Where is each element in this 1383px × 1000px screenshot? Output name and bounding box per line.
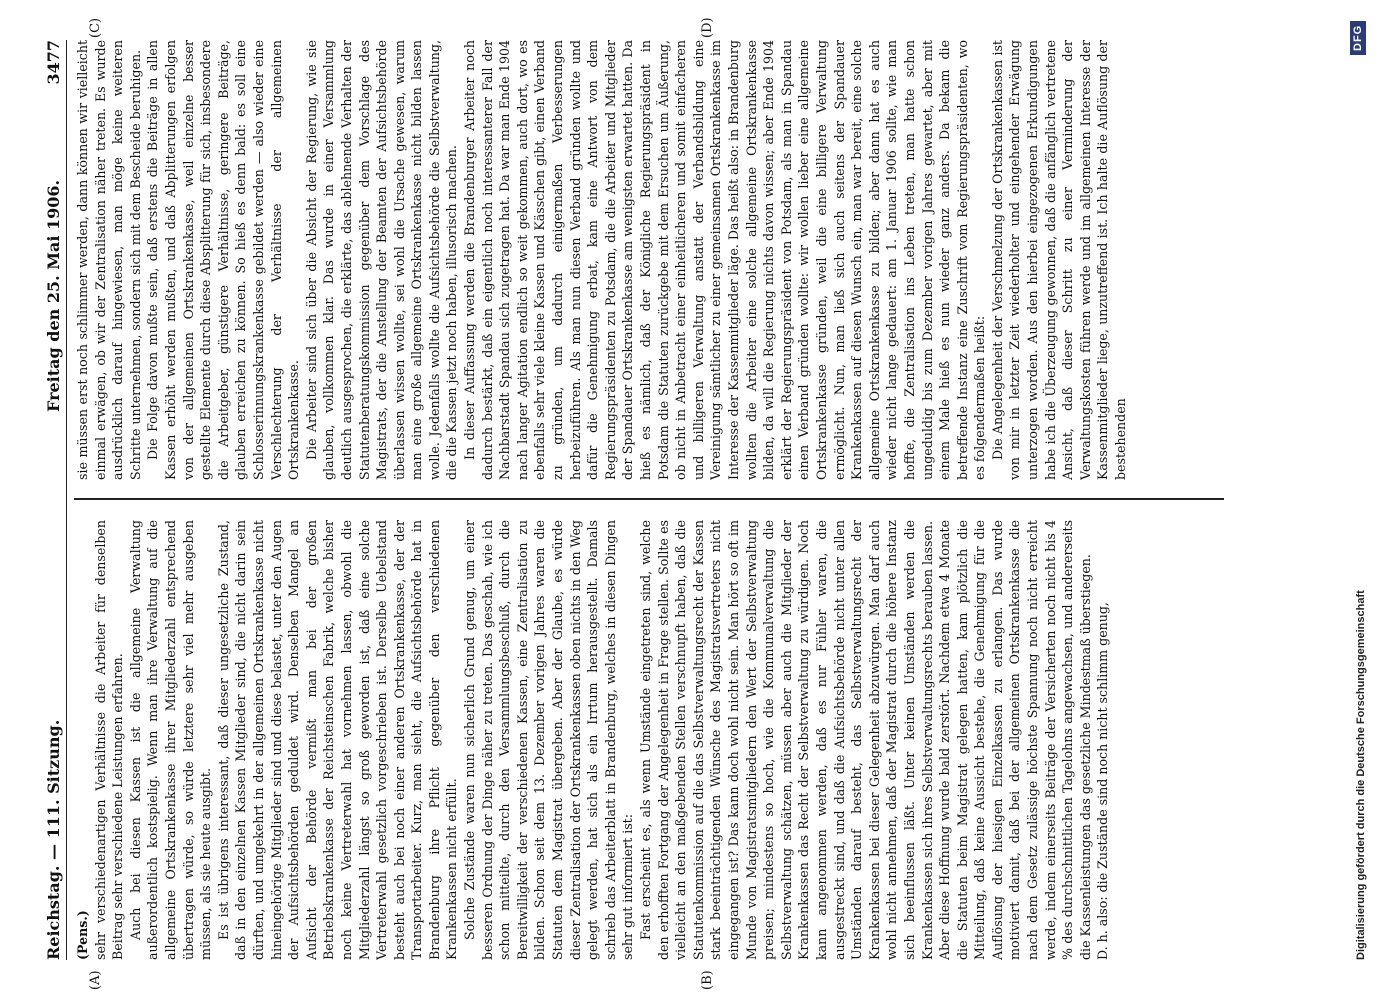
margin-marker-a: (A)	[88, 970, 103, 990]
paragraph: In dieser Auffassung werden die Brandenburger Arbeiter noch dadurch bestärkt, daß ein eigentlich noch interessanterer Fall der Nachbarstadt Spandau sich zugetragen hat. Da war man Ende 1904 nach langer Agitation endlich so weit gekommen, auch dort, wo es ebenfalls sehr viele kleine Kassen und Kässchen gibt, einen Verband zu gründen, um dadurch einigermaßen Verbesserungen herbeizuführen. Als man nun diesen Verband gründen wollte und dafür die Genehmigung erbat, kam eine Antwort von dem Regierungspräsidenten zu Potsdam, die die Arbeiter und Mitglieder der Spandauer Ortskrankenkasse am wenigsten erwartet hatten. Da hieß es nämlich, daß der Königliche Regierungspräsident in Potsdam die Statuten zurückgebe mit dem Ersuchen um Äußerung, ob nicht in Anbetracht einer einheitlicheren und somit einfacheren und billigeren Verwaltung anstatt der Verbandsbildung eine Vereinigung sämtlicher zu einer gemeinsamen Ortskrankenkasse im Interesse der Kassenmitglieder läge. Das heißt also: in Brandenburg wollten die Arbeiter eine solche allgemeine Ortskrankenkasse bilden, da will die Regierung nichts davon wissen; aber Ende 1904 erklärt der Regierungspräsident von Potsdam, als man in Spandau einen Verband gründen wollte: wir wollen lieber eine allgemeine Ortskrankenkasse gründen, weil die eine billigere Verwaltung ermöglicht. Nun, man ließ sich auch seitens der Spandauer Krankenkassen auf diesen Wunsch ein, man war bereit, eine solche allgemeine Ortskrankenkasse zu bilden; aber dann hat es auch wieder nicht lange gedauert: am 1. Januar 1906 sollte, wie man hoffte, die Zentralisation ins Leben treten, man hatte schon ungeduldig bis zum Dezember vorigen Jahres gewartet, aber mit einem Male hieß es nun wieder ganz anders. Da bekam die betreffende Instanz eine Zuschrift vom Regierungspräsidenten, wo es folgendermaßen heißt:	[462, 40, 988, 480]
paragraph: sehr verschiedenartigen Verhältnisse die Arbeiter für denselben Beitrag sehr verschiedene Leistungen erfahren.	[92, 520, 126, 960]
paragraph: Aber diese Hoffnung wurde bald zerstört. Nachdem etwa 4 Monate die Statuten beim Magistrat gelegen hatten, kam plötzlich die Mitteilung, daß keine Aussicht bestehe, die Genehmigung für die Auflösung der hiesigen Einzelkassen zu erlangen. Das wurde motiviert damit, daß bei der allgemeinen Ortskrankenkasse die nach dem Gesetz zulässige höchste Spannung noch nicht erreicht werde, indem einerseits Beiträge der Versicherten noch nicht bis 4 % des durchschnittlichen Tagelohns angewachsen, und andererseits die Kassenleistungen das gesetzliche Mindestmaß überstiegen.	[937, 520, 1093, 960]
quoted-paragraph: Fast erscheint es, als wenn Umstände eingetreten sind, welche den erhofften Fortgang der Angelegenheit in Frage stellen. Sollte es vielleicht an den maßgebenden Stellen verschnupft haben, daß die Statutenkommission auf die das Selbstverwaltungsrecht der Kassen stark beeinträchtigenden Wünsche des Magistratsvertreters nicht eingegangen ist? Das kann doch wohl nicht sein. Man hört so oft im Munde von Magistratsmitgliedern den Wert der Selbstverwaltung preisen; mindestens so hoch, wie die Kommunalverwaltung die Selbstverwaltung schätzen, müssen aber auch die Mitglieder der Krankenkassen das Recht der Selbstverwaltung zu würdigen. Noch kann angenommen werden, daß es nur Fühler waren, die ausgestreckt sind, und daß die Aufsichtsbehörde nicht unter allen Umständen darauf besteht, das Selbstverwaltungsrecht der Krankenkassen bei dieser Gelegenheit abzuwürgen. Man darf auch wohl nicht annehmen, daß der Magistrat durch die höhere Instanz sich beeinflussen läßt. Unter keinen Umständen werden die Krankenkassen sich ihres Selbstverwaltungsrechts berauben lassen.	[638, 520, 935, 960]
margin-marker-c: (C)	[88, 17, 103, 38]
header-page-number: 3477	[44, 40, 63, 85]
header-date: Freitag den 25. Mai 1906.	[44, 179, 63, 412]
paragraph: Es ist übrigens interessant, daß dieser ungesetzliche Zustand, daß in den einzelnen Kassen Mitglieder sind, die nicht darin sein dürften, und umgekehrt in der allgemeinen Ortskrankenkasse nicht hineingehörige Mitglieder sind und diese belastet, unter den Augen der Aufsichtsbehörden geduldet wird. Denselben Mangel an Aufsicht der Behörde vermißt man bei der großen Betriebskrankenkasse der Reichsteinschen Fabrik, welche bisher noch keine Vertreterwahl hat vornehmen lassen, obwohl die Mitgliederzahl längst so groß geworden ist, daß eine solche Vertreterwahl gesetzlich vorgeschrieben ist. Derselbe Uebelstand besteht auch bei noch einer anderen Ortskrankenkasse, der der Transportarbeiter. Kurz, man sieht, die Aufsichtsbehörde hat in Brandenburg ihre Pflicht gegenüber den verschiedenen Krankenkassen nicht erfüllt.	[215, 520, 460, 960]
document-page	[36, 40, 1306, 960]
dfg-logo: DFG	[1350, 21, 1366, 55]
paragraph: sie müssen erst noch schlimmer werden, dann können wir vielleicht einmal erwägen, ob wir der Zentralisation näher treten. Es wurde ausdrücklich darauf hingewiesen, man möge keine weiteren Schritte unternehmen, sondern sich mit dem Bescheide beruhigen.	[75, 40, 143, 480]
margin-marker-b: (B)	[700, 970, 715, 990]
paragraph: Auch bei diesen Kassen ist die allgemeine Verwaltung außerordentlich kostspielig. Wenn man ihre Verwaltung auf die allgemeine Ortskrankenkasse ihrer Mitgliederzahl entsprechend übertragen würde, so würde letztere sehr viel mehr ausgeben müssen, als sie heute ausgibt.	[127, 520, 214, 960]
paragraph: Die Arbeiter sind sich über die Absicht der Regierung, wie sie glauben, vollkommen klar. Das wurde in einer Versammlung deutlich ausgesprochen, die erklärte, das ablehnende Verhalten der Statutenberatungskommission gegenüber dem Vorschlage des Magistrats, der die Anstellung der Beamten der Aufsichtsbehörde überlassen wissen wollte, sei wohl die Ursache gewesen, warum man eine große allgemeine Ortskrankenkasse nicht bilden lassen wolle. Jedenfalls wollte die Aufsichtsbehörde die Selbstverwaltung, die die Kassen jetzt noch haben, illusorisch machen.	[303, 40, 460, 480]
column-divider	[74, 499, 1224, 501]
paragraph: D. h. also: die Zustände sind noch nicht schlimm genug,	[1095, 602, 1111, 960]
paragraph: Solche Zustände waren nun sicherlich Grund genug, um einer besseren Ordnung der Dinge näher zu treten. Das geschah, wie ich schon mitteilte, durch den Versammlungsbeschluß, durch die Bereitwilligkeit der verschiedenen Kassen, eine Zentralisation zu bilden. Schon seit dem 13. Dezember vorigen Jahres waren die Statuten dem Magistrat übergeben. Aber der Glaube, es würde dieser Zentralisation der Ortskrankenkassen oben nichts in den Weg gelegt werden, hat sich als ein Irrtum herausgestellt. Damals schrieb das Arbeiterblatt in Brandenburg, welches in diesen Dingen sehr gut informiert ist:	[462, 520, 636, 960]
digitization-credit: Digitalisierung gefördert durch die Deutsche Forschungsgemeinschaft	[1355, 590, 1367, 960]
header-session: Reichstag. — 111. Sitzung.	[44, 719, 63, 960]
page-header	[36, 40, 67, 960]
text-column-left	[74, 520, 1214, 960]
quoted-paragraph: Die Angelegenheit der Verschmelzung der Ortskrankenkassen ist von mir in letzter Zeit wiederholter und eingehender Erwägung unterzogen worden. Aus den hierbei eingezogenen Erkundigungen habe ich die Überzeugung gewonnen, daß die anfänglich vertretene Ansicht, daß dieser Schritt zu einer Verminderung der Verwaltungskosten führen werde und im allgemeinen Interesse der Kassenmitglieder liege, unzutreffend ist. Ich halte die Auflösung der bestehenden	[989, 40, 1129, 480]
paragraph: Die Folge davon mußte sein, daß erstens die Beiträge in allen Kassen erhöht werden mußten, und daß Abplitterungen erfolgen von der allgemeinen Ortskrankenkasse, weil einzelne besser gestellte Elemente durch diese Absplitterung für sich, insbesondere die Arbeitgeber, günstigere Verhältnisse, geringere Beiträge, glauben erreichen zu können. So hieß es denn bald: es soll eine Schlosserinnungskrankenkasse gebildet werden — also wieder eine Verschlechterung der Verhältnisse der allgemeinen Ortskrankenkasse.	[145, 40, 302, 480]
margin-marker-d: (D)	[700, 17, 715, 38]
speaker-name: (Pens.)	[75, 910, 90, 960]
text-column-right	[74, 40, 1214, 480]
